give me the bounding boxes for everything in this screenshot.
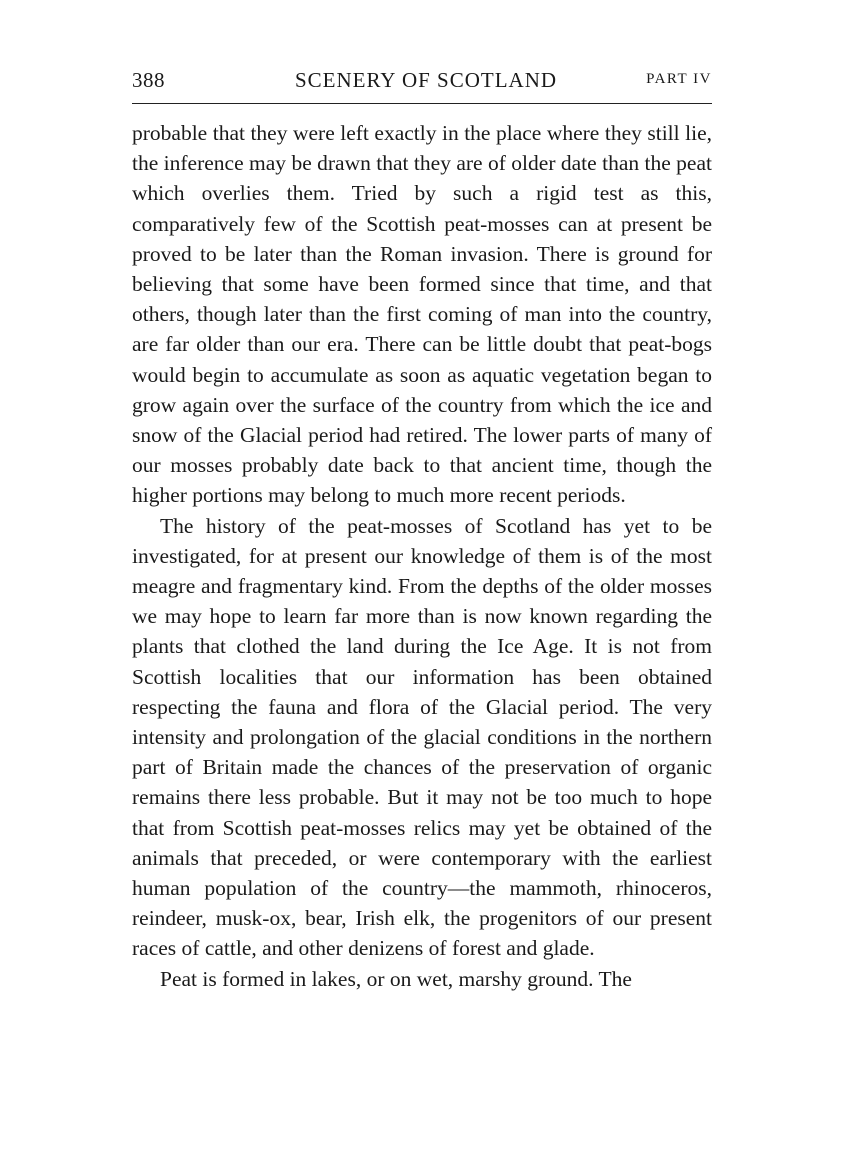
paragraph-peat-formation: Peat is formed in lakes, or on wet, marshy ground. The [160,966,632,991]
part-label: PART IV [646,71,712,87]
paragraph-peat-history: The history of the peat-mosses of Scotland has yet to be investigated, for at present our knowledge of them is of the most meagre and fragmentary kind. From the depths of the older mosses we may hope to learn far more than is now known regarding the plants that clothed the land during the Ice Age. It is not from Scottish localities that our information has been obtained respecting the fauna and flora of the Glacial period. The very intensity and prolongation of the glacial conditions in the northern part of Britain made the chances of the preservation of organic remains there less probable. But it may not be too much to hope that from Scottish peat-mosses relics may yet be obtained of the animals that preceded, or were contemporary with the earliest human population of the country—the mammoth, rhinoceros, reindeer, musk-ox, bear, Irish elk, the progenitors of our present races of cattle, and other denizens of forest and glade. [132,513,712,961]
running-title: SCENERY OF SCOTLAND [294,68,558,92]
book-page [132,62,712,994]
header-rule [132,103,712,104]
paragraph-continued: probable that they were left exactly in the place where they still lie, the inference may be drawn that they are of older date than the peat which overlies them. Tried by such a rigid test as this, comparatively few of the Scottish peat-mosses can at present be proved to be later than the Roman invasion. There is ground for believing that some have been formed since that time, and that others, though later than the first coming of man into the country, are far older than our era. There can be little doubt that peat-bogs would begin to accumulate as soon as aquatic vegetation began to grow again over the surface of the country from which the ice and snow of the Glacial period had retired. The lower parts of many of our mosses probably date back to that ancient time, though the higher portions may belong to much more recent periods. [132,121,712,508]
running-head [132,62,712,92]
body-text [132,118,712,994]
page-number: 388 [132,68,165,92]
